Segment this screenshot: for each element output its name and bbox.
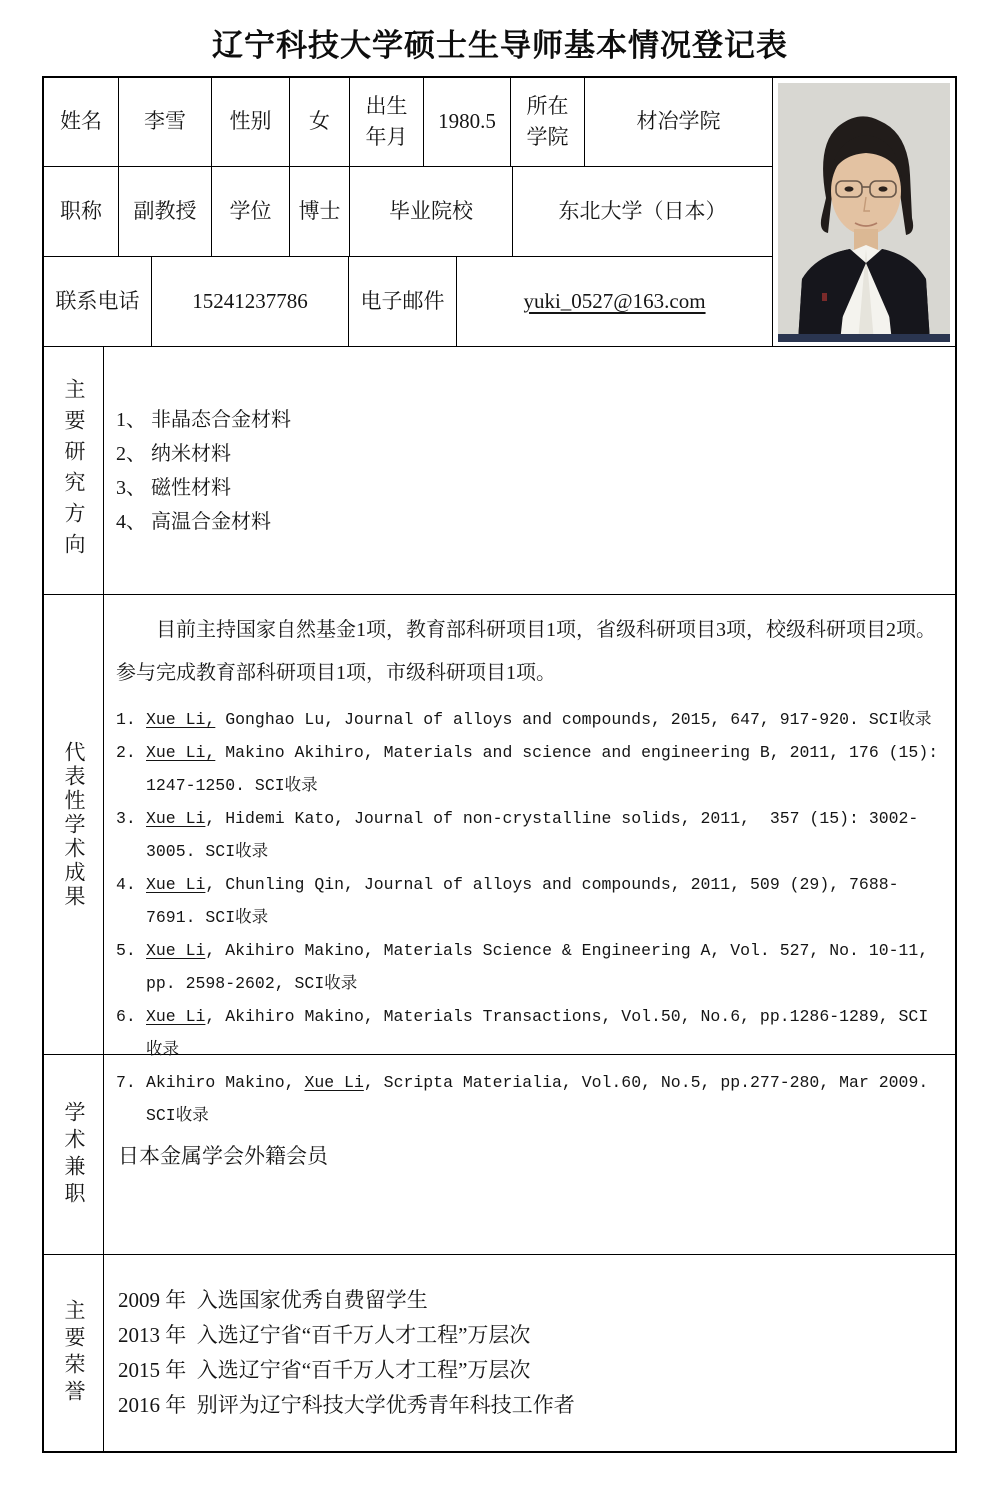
research-directions-label: 主要研究方向: [62, 377, 86, 564]
membership-item: 日本金属学会外籍会员: [118, 1143, 328, 1168]
id-photo: [778, 83, 950, 342]
research-directions-content: [104, 347, 955, 594]
honor-item: 2016 年 别评为辽宁科技大学优秀青年科技工作者: [118, 1393, 575, 1417]
college-value: 材冶学院: [585, 78, 773, 166]
publication-rest: , Hidemi Kato, Journal of non-crystalline solids, 2011, 357 (15): 3002-3005. SCI收录: [146, 809, 919, 861]
birth-value: 1980.5: [424, 78, 511, 166]
publication-item: [116, 934, 943, 1000]
publication-item: [116, 868, 943, 934]
honors-label-cell: [44, 1255, 104, 1451]
honors-label: 主要荣誉: [62, 1299, 86, 1407]
college-label: 所在学院: [511, 78, 585, 166]
publication-number: 4.: [116, 875, 136, 894]
publication-number: 7.: [116, 1073, 136, 1092]
honors-section: [44, 1255, 955, 1451]
gender-value: 女: [290, 78, 350, 166]
publication-text: [146, 703, 943, 736]
publication-text: [146, 802, 943, 868]
row-title-degree-school: [44, 167, 773, 257]
publication-number: 6.: [116, 1007, 136, 1026]
research-direction-item: 1、 非晶态合金材料: [116, 408, 291, 431]
research-direction-item: 2、 纳米材料: [116, 442, 231, 465]
publication-author-underlined: Xue Li: [304, 1073, 364, 1092]
publication-text: [146, 736, 949, 802]
publication-number: 3.: [116, 809, 136, 828]
degree-label: 学位: [212, 167, 290, 256]
achievements-intro: 目前主持国家自然基金1项，教育部科研项目1项，省级科研项目3项，校级科研项目2项。参与完成教育部科研项目1项，市级科研项目1项。: [116, 619, 936, 684]
publication-rest: , Akihiro Makino, Materials Science & Engineering A, Vol. 527, No. 10-11, pp. 2598-2602, SCI收录: [146, 941, 939, 993]
honors-content: [104, 1255, 955, 1451]
research-directions-label-cell: [44, 347, 104, 594]
publication-author-underlined: Xue Li: [146, 1007, 206, 1026]
publication-item: [116, 802, 943, 868]
publication-author-underlined: Xue Li: [146, 809, 206, 828]
publication-number: 5.: [116, 941, 136, 960]
publication-author-underlined: Xue Li,: [146, 743, 216, 762]
name-label: 姓名: [44, 78, 119, 166]
honor-item: 2015 年 入选辽宁省“百千万人才工程”万层次: [118, 1358, 531, 1382]
publication-rest: Gonghao Lu, Journal of alloys and compounds, 2015, 647, 917-920. SCI收录: [215, 710, 932, 729]
research-directions-section: [44, 347, 955, 595]
publication-item: [116, 736, 949, 802]
row-name-gender-birth-college: [44, 78, 773, 167]
memberships-section: [44, 1055, 955, 1255]
phone-label: 联系电话: [44, 257, 152, 346]
publication-author-underlined: Xue Li,: [146, 710, 216, 729]
publication-item: [116, 703, 943, 736]
honor-item: 2013 年 入选辽宁省“百千万人才工程”万层次: [118, 1323, 531, 1347]
memberships-label: 学术兼职: [62, 1100, 86, 1209]
row-phone-email: [44, 257, 773, 346]
page-title: 辽宁科技大学硕士生导师基本情况登记表: [212, 28, 788, 63]
publication-text: [146, 868, 943, 934]
email-value: yuki_0527@163.com: [457, 257, 773, 346]
degree-value: 博士: [290, 167, 350, 256]
basic-info-section: [44, 78, 955, 347]
name-value: 李雪: [119, 78, 212, 166]
memberships-label-cell: [44, 1055, 104, 1254]
publication-rest: , Chunling Qin, Journal of alloys and compounds, 2011, 509 (29), 7688-7691. SCI收录: [146, 875, 899, 927]
achievements-label: 代表性学术成果: [62, 740, 86, 909]
photo-cell: [773, 78, 955, 346]
basic-info-grid: [44, 78, 773, 346]
publication-number: 2.: [116, 743, 136, 762]
achievements-section: [44, 595, 955, 1125]
achievements-content: [104, 595, 955, 1125]
phone-value: 15241237786: [152, 257, 349, 346]
publication-number: 1.: [116, 710, 136, 729]
research-direction-item: 4、 高温合金材料: [116, 510, 271, 533]
school-label: 毕业院校: [350, 167, 513, 256]
honor-item: 2009 年 入选国家优秀自费留学生: [118, 1288, 428, 1312]
publication-rest: Makino Akihiro, Materials and science and engineering B, 2011, 176 (15): 1247-1250. SCI收录: [146, 743, 949, 795]
registration-form: [42, 76, 957, 1453]
title-label: 职称: [44, 167, 119, 256]
publication-author-underlined: Xue Li: [146, 875, 206, 894]
memberships-content: [104, 1055, 955, 1254]
publication-rest: , Scripta Materialia, Vol.60, No.5, pp.277-280, Mar 2009. SCI收录: [146, 1073, 939, 1125]
publication-text: [146, 934, 943, 1000]
publication-author-underlined: Xue Li: [146, 941, 206, 960]
school-value: 东北大学（日本）: [513, 167, 773, 256]
research-direction-item: 3、 磁性材料: [116, 476, 231, 499]
email-label: 电子邮件: [349, 257, 457, 346]
title-value: 副教授: [119, 167, 212, 256]
publication-rest: , Akihiro Makino, Materials Transactions, Vol.50, No.6, pp.1286-1289, SCI收录: [146, 1007, 929, 1059]
gender-label: 性别: [212, 78, 290, 166]
publication-pre: Akihiro Makino,: [146, 1073, 305, 1092]
achievements-label-cell: [44, 595, 104, 1054]
birth-label: 出生年月: [350, 78, 424, 166]
